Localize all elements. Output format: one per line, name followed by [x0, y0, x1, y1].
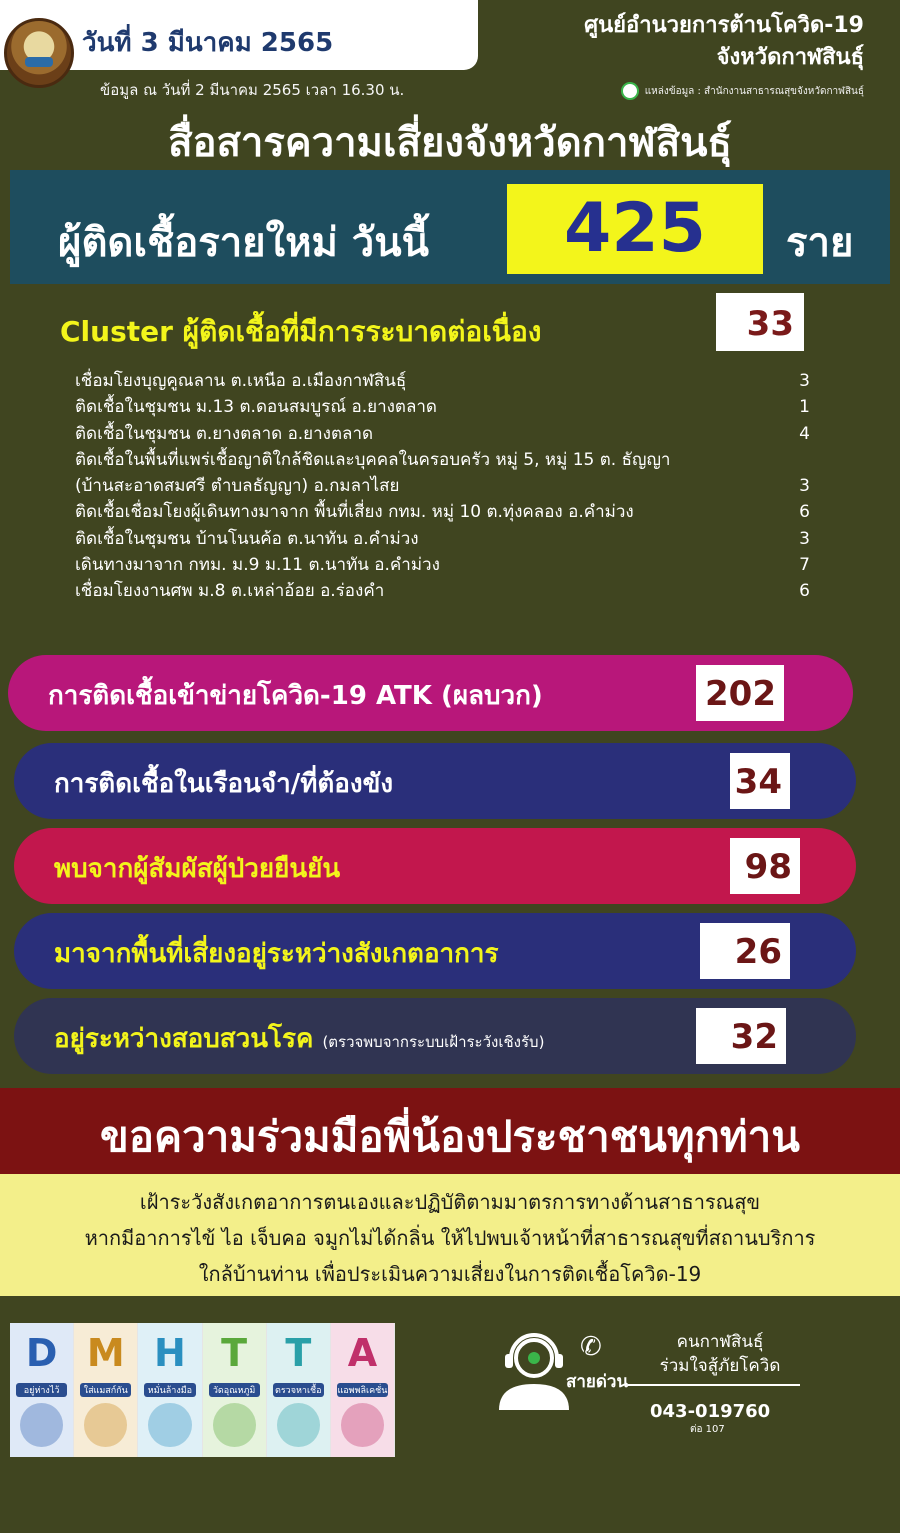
dmhtta-caption: แอพพลิเคชั่น — [337, 1383, 388, 1397]
slogan-line-2: ร่วมใจสู้ภัยโควิด — [659, 1356, 781, 1376]
dmhtta-illustration-icon — [84, 1403, 127, 1447]
dmhtta-letter: D — [25, 1331, 58, 1375]
cluster-total: 33 — [716, 293, 804, 351]
dmhtta-card — [138, 1323, 202, 1457]
cluster-item-count: 7 — [799, 555, 810, 576]
data-source — [621, 82, 864, 100]
cluster-item-count — [780, 447, 810, 473]
dmhtta-letter: H — [154, 1331, 186, 1375]
dmhtta-card — [331, 1323, 395, 1457]
dmhtta-letter: T — [285, 1331, 312, 1375]
cluster-item — [75, 368, 810, 394]
hotline-extension: ต่อ 107 — [690, 1424, 725, 1435]
dmhtta-card — [203, 1323, 267, 1457]
hotline-divider — [628, 1384, 800, 1386]
hotline-number: 043-019760 — [650, 1401, 771, 1422]
cluster-item — [75, 499, 810, 525]
org-line-1: ศูนย์อำนวยการต้านโควิด-19 — [584, 13, 864, 38]
hotline-slogan — [640, 1330, 800, 1378]
dmhtta-letter: M — [86, 1331, 125, 1375]
slogan-line-1: คนกาฬสินธุ์ — [676, 1332, 764, 1352]
contact-case-value: 98 — [730, 838, 800, 894]
dmhtta-measures-panel — [10, 1323, 395, 1457]
cluster-item-count: 6 — [799, 581, 810, 602]
risk-area-row — [14, 913, 856, 989]
cluster-item-name: ติดเชื้อเชื่อมโยงผู้เดินทางมาจาก พื้นที่เสี่ยง กทม. หมู่ 10 ต.ทุ่งคลอง อ.คำม่วง — [75, 502, 634, 523]
page-title: สื่อสารความเสี่ยงจังหวัดกาฬสินธุ์ — [168, 120, 732, 166]
advice-line-3: ใกล้บ้านท่าน เพื่อประเมินความเสี่ยงในการติดเชื้อโควิด-19 — [198, 1262, 702, 1286]
cluster-item-count: 3 — [799, 371, 810, 391]
cluster-item-name: ติดเชื้อในพื้นที่แพร่เชื้อญาติใกล้ชิดและบุคคลในครอบครัว หมู่ 5, หมู่ 15 ต. ธัญญา — [75, 449, 671, 470]
investigation-note: (ตรวจพบจากระบบเฝ้าระวังเชิงรับ) — [322, 1033, 545, 1051]
atk-positive-value: 202 — [696, 665, 784, 721]
cluster-item — [75, 578, 810, 604]
province-seal-logo — [4, 18, 74, 88]
dmhtta-card — [74, 1323, 138, 1457]
new-cases-value: 425 — [564, 189, 706, 268]
cluster-item — [75, 421, 810, 447]
dmhtta-card — [267, 1323, 331, 1457]
cluster-title: Cluster ผู้ติดเชื้อที่มีการระบาดต่อเนื่อง — [60, 315, 542, 348]
cluster-item — [75, 552, 810, 578]
advice-line-1: เฝ้าระวังสังเกตอาการตนเองและปฏิบัติตามมาตรการทางด้านสาธารณสุข — [139, 1190, 761, 1214]
organization-name — [584, 10, 864, 74]
data-timestamp: ข้อมูล ณ วันที่ 2 มีนาคม 2565 เวลา 16.30 น. — [100, 81, 405, 99]
dmhtta-caption: ใส่แมสก์กัน — [80, 1383, 131, 1397]
dmhtta-card — [10, 1323, 74, 1457]
cluster-item-count: 1 — [799, 397, 810, 418]
investigation-value: 32 — [696, 1008, 786, 1064]
dmhtta-letter: T — [221, 1331, 248, 1375]
cooperation-text: ขอความร่วมมือพี่น้องประชาชนทุกท่าน — [100, 1112, 800, 1161]
org-line-2: จังหวัดกาฬสินธุ์ — [716, 45, 864, 70]
cluster-item-name: (บ้านสะอาดสมศรี ตำบลธัญญา) อ.กมลาไสย — [75, 476, 400, 497]
investigation-label — [54, 1018, 544, 1059]
advice-line-2: หากมีอาการไข้ ไอ เจ็บคอ จมูกไม่ได้กลิ่น ให้ไปพบเจ้าหน้าที่สาธารณสุขที่สถานบริการ — [84, 1226, 816, 1250]
atk-positive-label: การติดเชื้อเข้าข่ายโควิด-19 ATK (ผลบวก) — [48, 681, 543, 711]
prison-infection-label: การติดเชื้อในเรือนจำ/ที่ต้องขัง — [54, 769, 394, 799]
call-center-agent-icon — [493, 1330, 575, 1410]
investigation-label-text: อยู่ระหว่างสอบสวนโรค — [54, 1024, 314, 1054]
cluster-item-name: ติดเชื้อในชุมชน ม.13 ต.ดอนสมบูรณ์ อ.ยางตลาด — [75, 397, 437, 418]
cluster-item-name: ติดเชื้อในชุมชน บ้านโนนค้อ ต.นาทัน อ.คำม่วง — [75, 528, 419, 549]
cluster-item-count: 3 — [799, 528, 810, 549]
prison-infection-value: 34 — [730, 753, 790, 809]
report-date: วันที่ 3 มีนาคม 2565 — [82, 28, 334, 58]
atk-positive-row — [8, 655, 853, 731]
contact-case-label: พบจากผู้สัมผัสผู้ป่วยยืนยัน — [54, 854, 341, 884]
cluster-item — [75, 526, 810, 552]
cluster-item-name: เดินทางมาจาก กทม. ม.9 ม.11 ต.นาทัน อ.คำม่วง — [75, 555, 440, 576]
cluster-item — [75, 473, 810, 499]
dmhtta-illustration-icon — [20, 1403, 63, 1447]
phone-icon: ✆ — [580, 1332, 602, 1362]
dmhtta-letter: A — [347, 1331, 378, 1375]
cluster-item-name: เชื่อมโยงบุญคูณลาน ต.เหนือ อ.เมืองกาฬสินธุ์ — [75, 371, 407, 391]
risk-area-value: 26 — [700, 923, 790, 979]
cluster-item-name: เชื่อมโยงงานศพ ม.8 ต.เหล่าอ้อย อ.ร่องคำ — [75, 581, 385, 602]
dmhtta-caption: หมั่นล้างมือ — [144, 1383, 195, 1397]
data-source-text: แหล่งข้อมูล : สำนักงานสาธารณสุขจังหวัดกาฬสินธุ์ — [644, 85, 864, 97]
cluster-item-count: 6 — [799, 502, 810, 523]
risk-area-label: มาจากพื้นที่เสี่ยงอยู่ระหว่างสังเกตอาการ — [54, 939, 499, 969]
new-cases-label: ผู้ติดเชื้อรายใหม่ วันนี้ — [58, 220, 429, 266]
advice-text — [0, 1184, 900, 1292]
dmhtta-illustration-icon — [213, 1403, 256, 1447]
new-cases-box — [507, 184, 763, 274]
investigation-row — [14, 998, 856, 1074]
cluster-item — [75, 447, 810, 473]
dmhtta-illustration-icon — [341, 1403, 384, 1447]
moph-logo-icon — [621, 82, 639, 100]
dmhtta-caption: อยู่ห่างไว้ — [16, 1383, 67, 1397]
cluster-item-name: ติดเชื้อในชุมชน ต.ยางตลาด อ.ยางตลาด — [75, 423, 374, 444]
new-cases-unit: ราย — [786, 220, 854, 266]
cluster-item-count: 3 — [799, 476, 810, 497]
cluster-list — [75, 368, 810, 605]
hotline-label: สายด่วน — [566, 1372, 629, 1392]
prison-infection-row — [14, 743, 856, 819]
dmhtta-caption: ตรวจหาเชื้อ — [273, 1383, 324, 1397]
cluster-item — [75, 394, 810, 420]
dmhtta-caption: วัดอุณหภูมิ — [209, 1383, 260, 1397]
dmhtta-illustration-icon — [148, 1403, 191, 1447]
cluster-item-count: 4 — [799, 423, 810, 444]
dmhtta-illustration-icon — [277, 1403, 320, 1447]
contact-case-row — [14, 828, 856, 904]
